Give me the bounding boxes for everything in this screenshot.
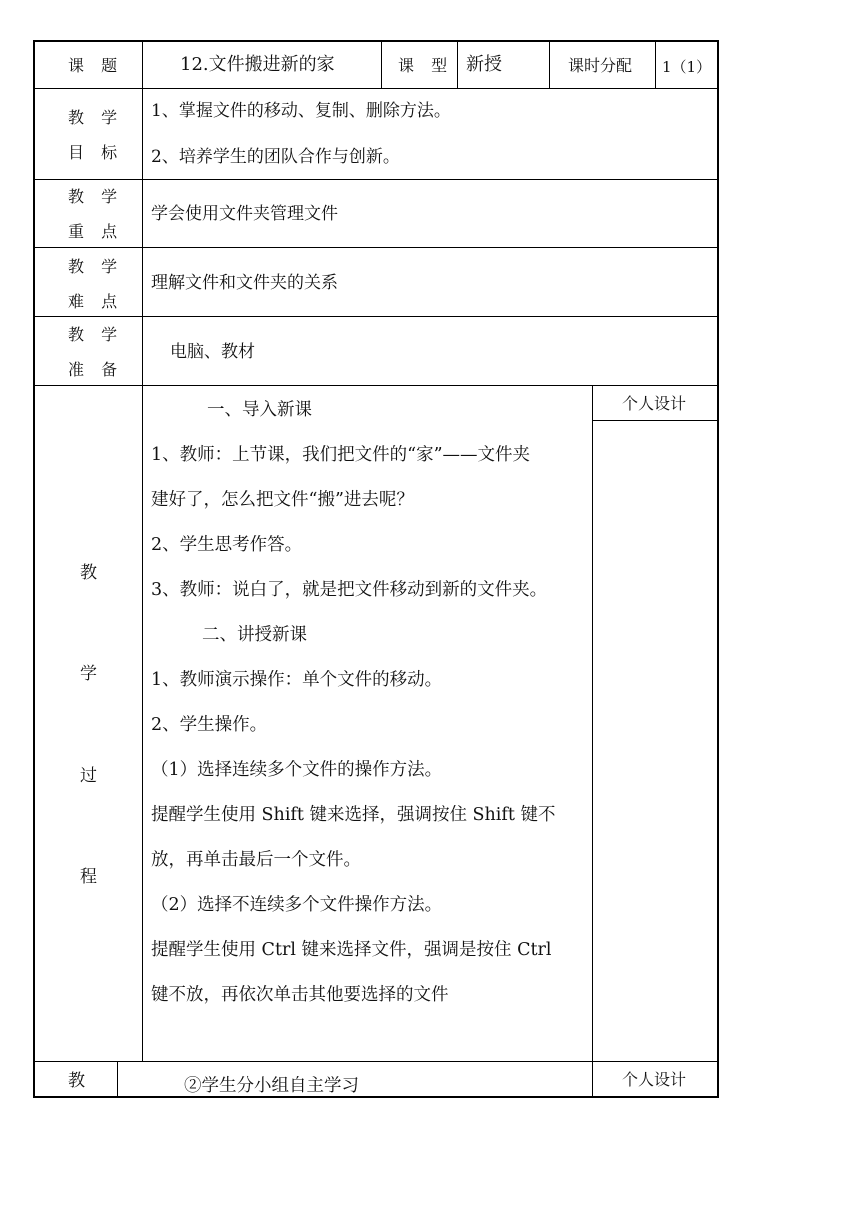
- col-divider: [549, 40, 550, 89]
- type-label: 课 型: [398, 56, 454, 75]
- col-divider: [381, 40, 382, 89]
- process-line: 2、学生操作。: [151, 715, 268, 735]
- preparation-label-line1: 教 学: [68, 325, 124, 344]
- key-points-label-line1: 教 学: [68, 187, 124, 206]
- process-line: （1）选择连续多个文件的操作方法。: [151, 760, 443, 780]
- hours-label: 课时分配: [568, 56, 633, 75]
- process-label-char: 学: [80, 664, 97, 684]
- process-line: 放，再单击最后一个文件。: [151, 850, 361, 870]
- difficulties-label-line2: 难 点: [68, 292, 124, 311]
- objective-item: 2、培养学生的团队合作与创新。: [151, 147, 400, 167]
- col-divider: [142, 40, 143, 1062]
- process-line: 提醒学生使用 Ctrl 键来选择文件，强调是按住 Ctrl: [151, 940, 552, 960]
- objective-item: 1、掌握文件的移动、复制、删除方法。: [151, 101, 451, 121]
- process-line: 1、教师：上节课，我们把文件的“家”——文件夹: [151, 445, 531, 465]
- topic-value: 12.文件搬进新的家: [180, 54, 335, 75]
- process-line: 3、教师：说白了，就是把文件移动到新的文件夹。: [151, 580, 548, 600]
- preparation-label-line2: 准 备: [68, 360, 124, 379]
- preparation-text: 电脑、教材: [170, 342, 255, 362]
- hours-value: 1（1）: [662, 58, 712, 76]
- table-border-right: [717, 40, 719, 1098]
- type-value: 新授: [466, 54, 502, 75]
- personal-design-label: 个人设计: [622, 394, 687, 413]
- row-divider: [33, 179, 719, 180]
- process-line: 1、教师演示操作：单个文件的移动。: [151, 670, 443, 690]
- col-divider: [457, 40, 458, 89]
- process-line: 2、学生思考作答。: [151, 535, 303, 555]
- col-divider: [592, 385, 593, 1098]
- col-divider: [655, 40, 656, 89]
- col-divider: [117, 1061, 118, 1098]
- process-label-char: 教: [80, 563, 97, 583]
- process-line: 建好了，怎么把文件“搬”进去呢？: [151, 490, 414, 510]
- difficulties-text: 理解文件和文件夹的关系: [151, 273, 338, 293]
- personal-design-divider: [593, 420, 718, 421]
- topic-label: 课 题: [68, 56, 124, 75]
- process-label-char: 过: [80, 766, 97, 786]
- objectives-label-line1: 教 学: [68, 108, 124, 127]
- next-section-text: ②学生分小组自主学习: [184, 1076, 359, 1096]
- key-points-label-line2: 重 点: [68, 222, 124, 241]
- row-divider: [33, 316, 719, 317]
- next-section-label: 教: [68, 1071, 85, 1091]
- next-section-personal-design-label: 个人设计: [622, 1070, 687, 1089]
- process-line: 提醒学生使用 Shift 键来选择，强调按住 Shift 键不: [151, 805, 556, 825]
- row-divider: [33, 1061, 719, 1062]
- table-border-bottom: [33, 1096, 719, 1098]
- process-line: （2）选择不连续多个文件操作方法。: [151, 895, 443, 915]
- table-border-left: [33, 40, 35, 1098]
- objectives-label-line2: 目 标: [68, 143, 124, 162]
- row-divider: [33, 385, 719, 386]
- row-divider: [33, 247, 719, 248]
- table-border-top: [33, 40, 719, 42]
- process-line: 键不放，再依次单击其他要选择的文件: [151, 985, 449, 1005]
- process-label-char: 程: [80, 867, 97, 887]
- key-points-text: 学会使用文件夹管理文件: [151, 204, 338, 224]
- process-heading: 二、讲授新课: [202, 625, 307, 645]
- row-divider: [33, 88, 719, 89]
- process-heading: 一、导入新课: [207, 400, 312, 420]
- difficulties-label-line1: 教 学: [68, 257, 124, 276]
